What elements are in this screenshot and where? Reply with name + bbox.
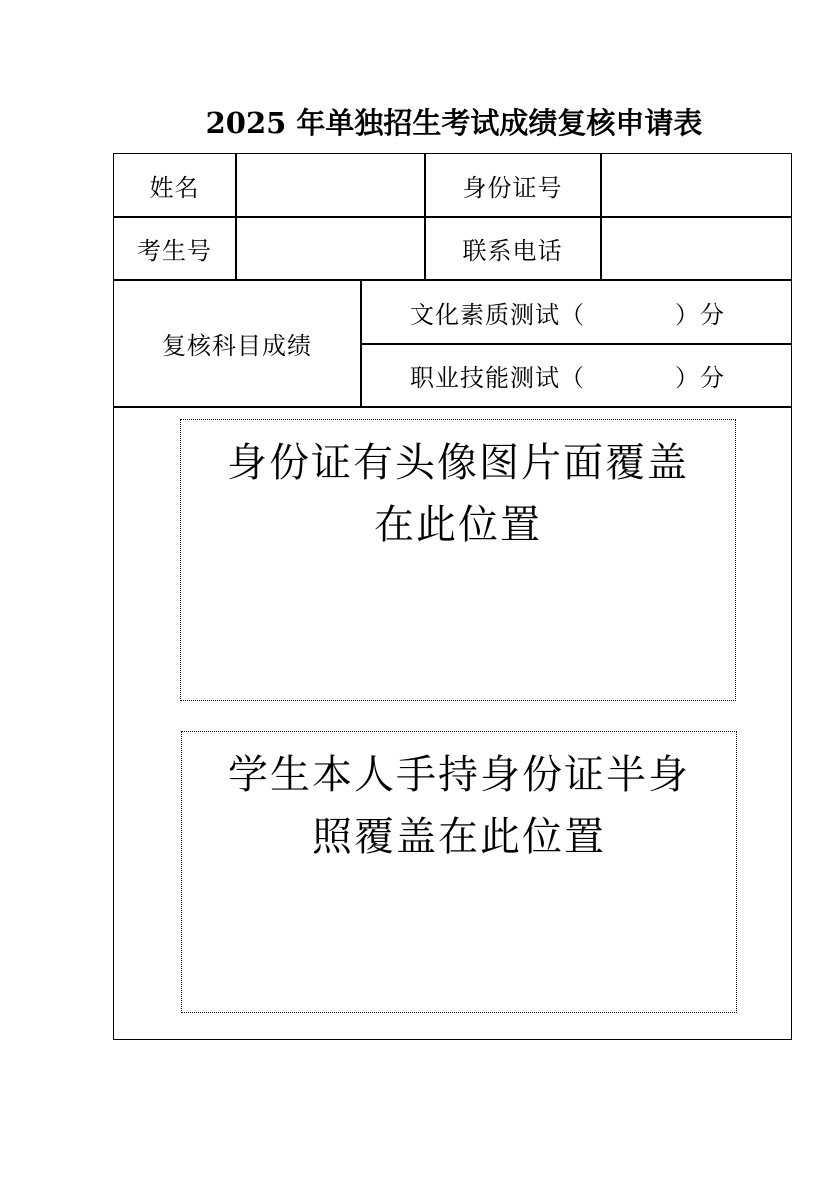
culture-score-line[interactable] bbox=[410, 281, 725, 343]
name-field[interactable] bbox=[236, 154, 424, 216]
skill-score-unit: ）分 bbox=[675, 363, 725, 392]
application-form-table bbox=[113, 153, 792, 1040]
culture-score-label: 文化素质测试（ bbox=[410, 300, 585, 329]
phone-label: 联系电话 bbox=[462, 236, 563, 265]
review-subject-label: 复核科目成绩 bbox=[162, 332, 312, 360]
exam-number-label: 考生号 bbox=[137, 236, 212, 265]
half-body-photo-placeholder[interactable] bbox=[181, 731, 737, 1013]
row-divider bbox=[114, 406, 791, 408]
id-card-photo-placeholder[interactable] bbox=[180, 419, 736, 701]
skill-score-label: 职业技能测试（ bbox=[410, 363, 585, 392]
phone-field[interactable] bbox=[601, 217, 791, 279]
half-body-photo-text: 学生本人手持身份证半身照覆盖在此位置 bbox=[228, 752, 690, 860]
culture-score-unit: ）分 bbox=[675, 300, 725, 329]
exam-number-field[interactable] bbox=[236, 217, 424, 279]
name-label: 姓名 bbox=[149, 173, 200, 202]
column-divider bbox=[360, 280, 362, 407]
id-number-field[interactable] bbox=[601, 154, 791, 216]
skill-score-line[interactable] bbox=[410, 344, 725, 406]
id-card-photo-text: 身份证有头像图片面覆盖在此位置 bbox=[227, 440, 689, 548]
id-number-label: 身份证号 bbox=[462, 173, 563, 202]
form-title: 2025 年单独招生考试成绩复核申请表 bbox=[205, 106, 703, 140]
